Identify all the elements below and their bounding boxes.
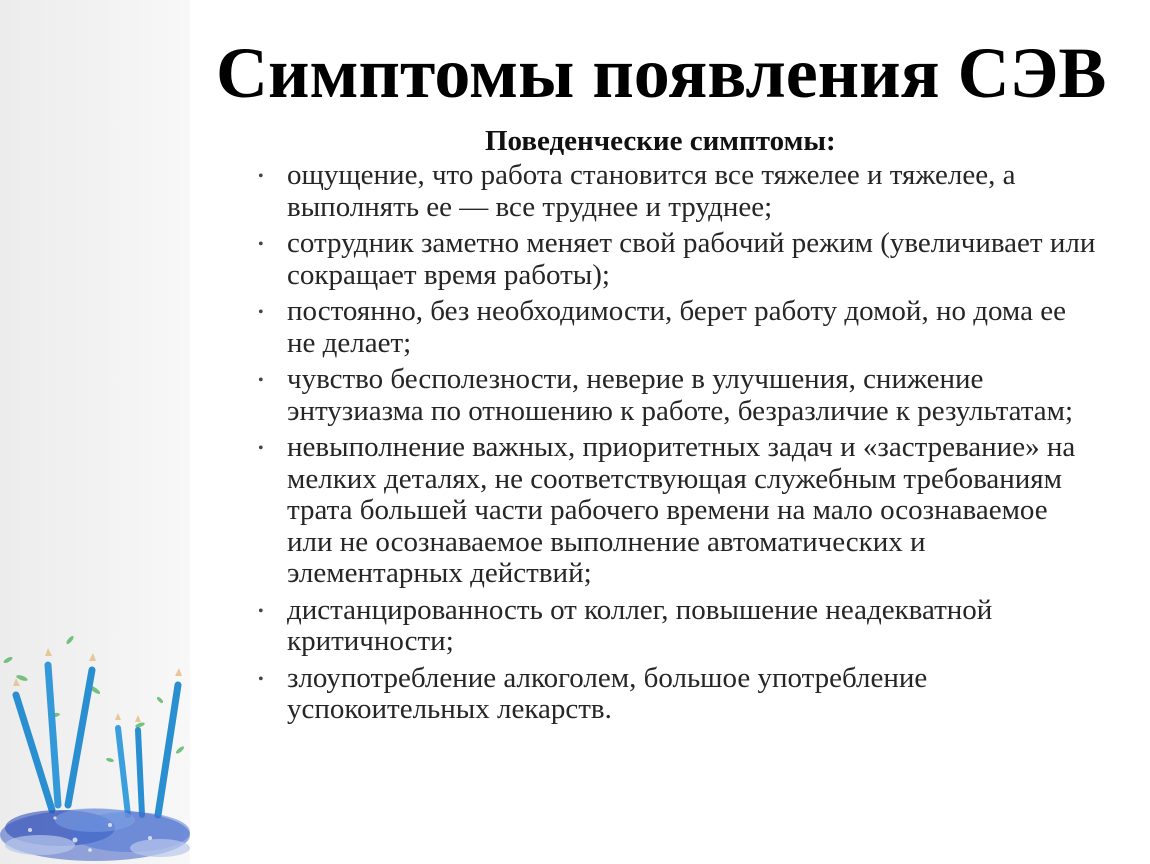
symptoms-list bbox=[258, 160, 1098, 731]
list-item-text: злоупотребление алкоголем, большое употребление успокоительных лекарств. bbox=[287, 661, 928, 725]
bullet-icon: • bbox=[258, 670, 264, 688]
list-item bbox=[258, 160, 1098, 223]
bullet-icon: • bbox=[258, 372, 264, 389]
list-item-text: невыполнение важных, приоритетных задач и «застревание» на мелких деталях, не соответствующая служебным требованиям трата большей части рабочего времени на мало осознаваемое или не осознаваемое выполнение автоматических и элементарных действий; bbox=[287, 431, 1076, 589]
bullet-icon: • bbox=[258, 168, 264, 185]
bullet-icon: • bbox=[258, 440, 264, 457]
pencils-decoration-icon bbox=[0, 620, 195, 864]
bullet-icon: • bbox=[258, 304, 264, 321]
list-item bbox=[258, 432, 1098, 590]
list-item-text: ощущение, что работа становится все тяжелее и тяжелее, а выполнять ее — все труднее и труднее; bbox=[287, 159, 1016, 223]
bullet-icon: • bbox=[258, 236, 264, 253]
list-item-text: постоянно, без необходимости, берет работу домой, но дома ее не делает; bbox=[287, 295, 1066, 359]
slide-title: Симптомы появления СЭВ bbox=[216, 33, 1107, 113]
list-item-text: чувство бесполезности, неверие в улучшения, снижение энтузиазма по отношению к работе, безразличие к результатам; bbox=[287, 363, 1074, 427]
list-item-text: дистанцированность от коллег, повышение неадекватной критичности; bbox=[287, 593, 993, 657]
list-item bbox=[258, 663, 1098, 726]
list-item-text: сотрудник заметно меняет свой рабочий режим (увеличивает или сокращает время работы); bbox=[287, 227, 1096, 291]
list-item bbox=[258, 595, 1098, 658]
slide-subtitle: Поведенческие симптомы: bbox=[485, 125, 836, 157]
list-item bbox=[258, 228, 1098, 291]
bullet-icon: • bbox=[258, 602, 264, 620]
list-item bbox=[258, 296, 1098, 359]
list-item bbox=[258, 364, 1098, 427]
